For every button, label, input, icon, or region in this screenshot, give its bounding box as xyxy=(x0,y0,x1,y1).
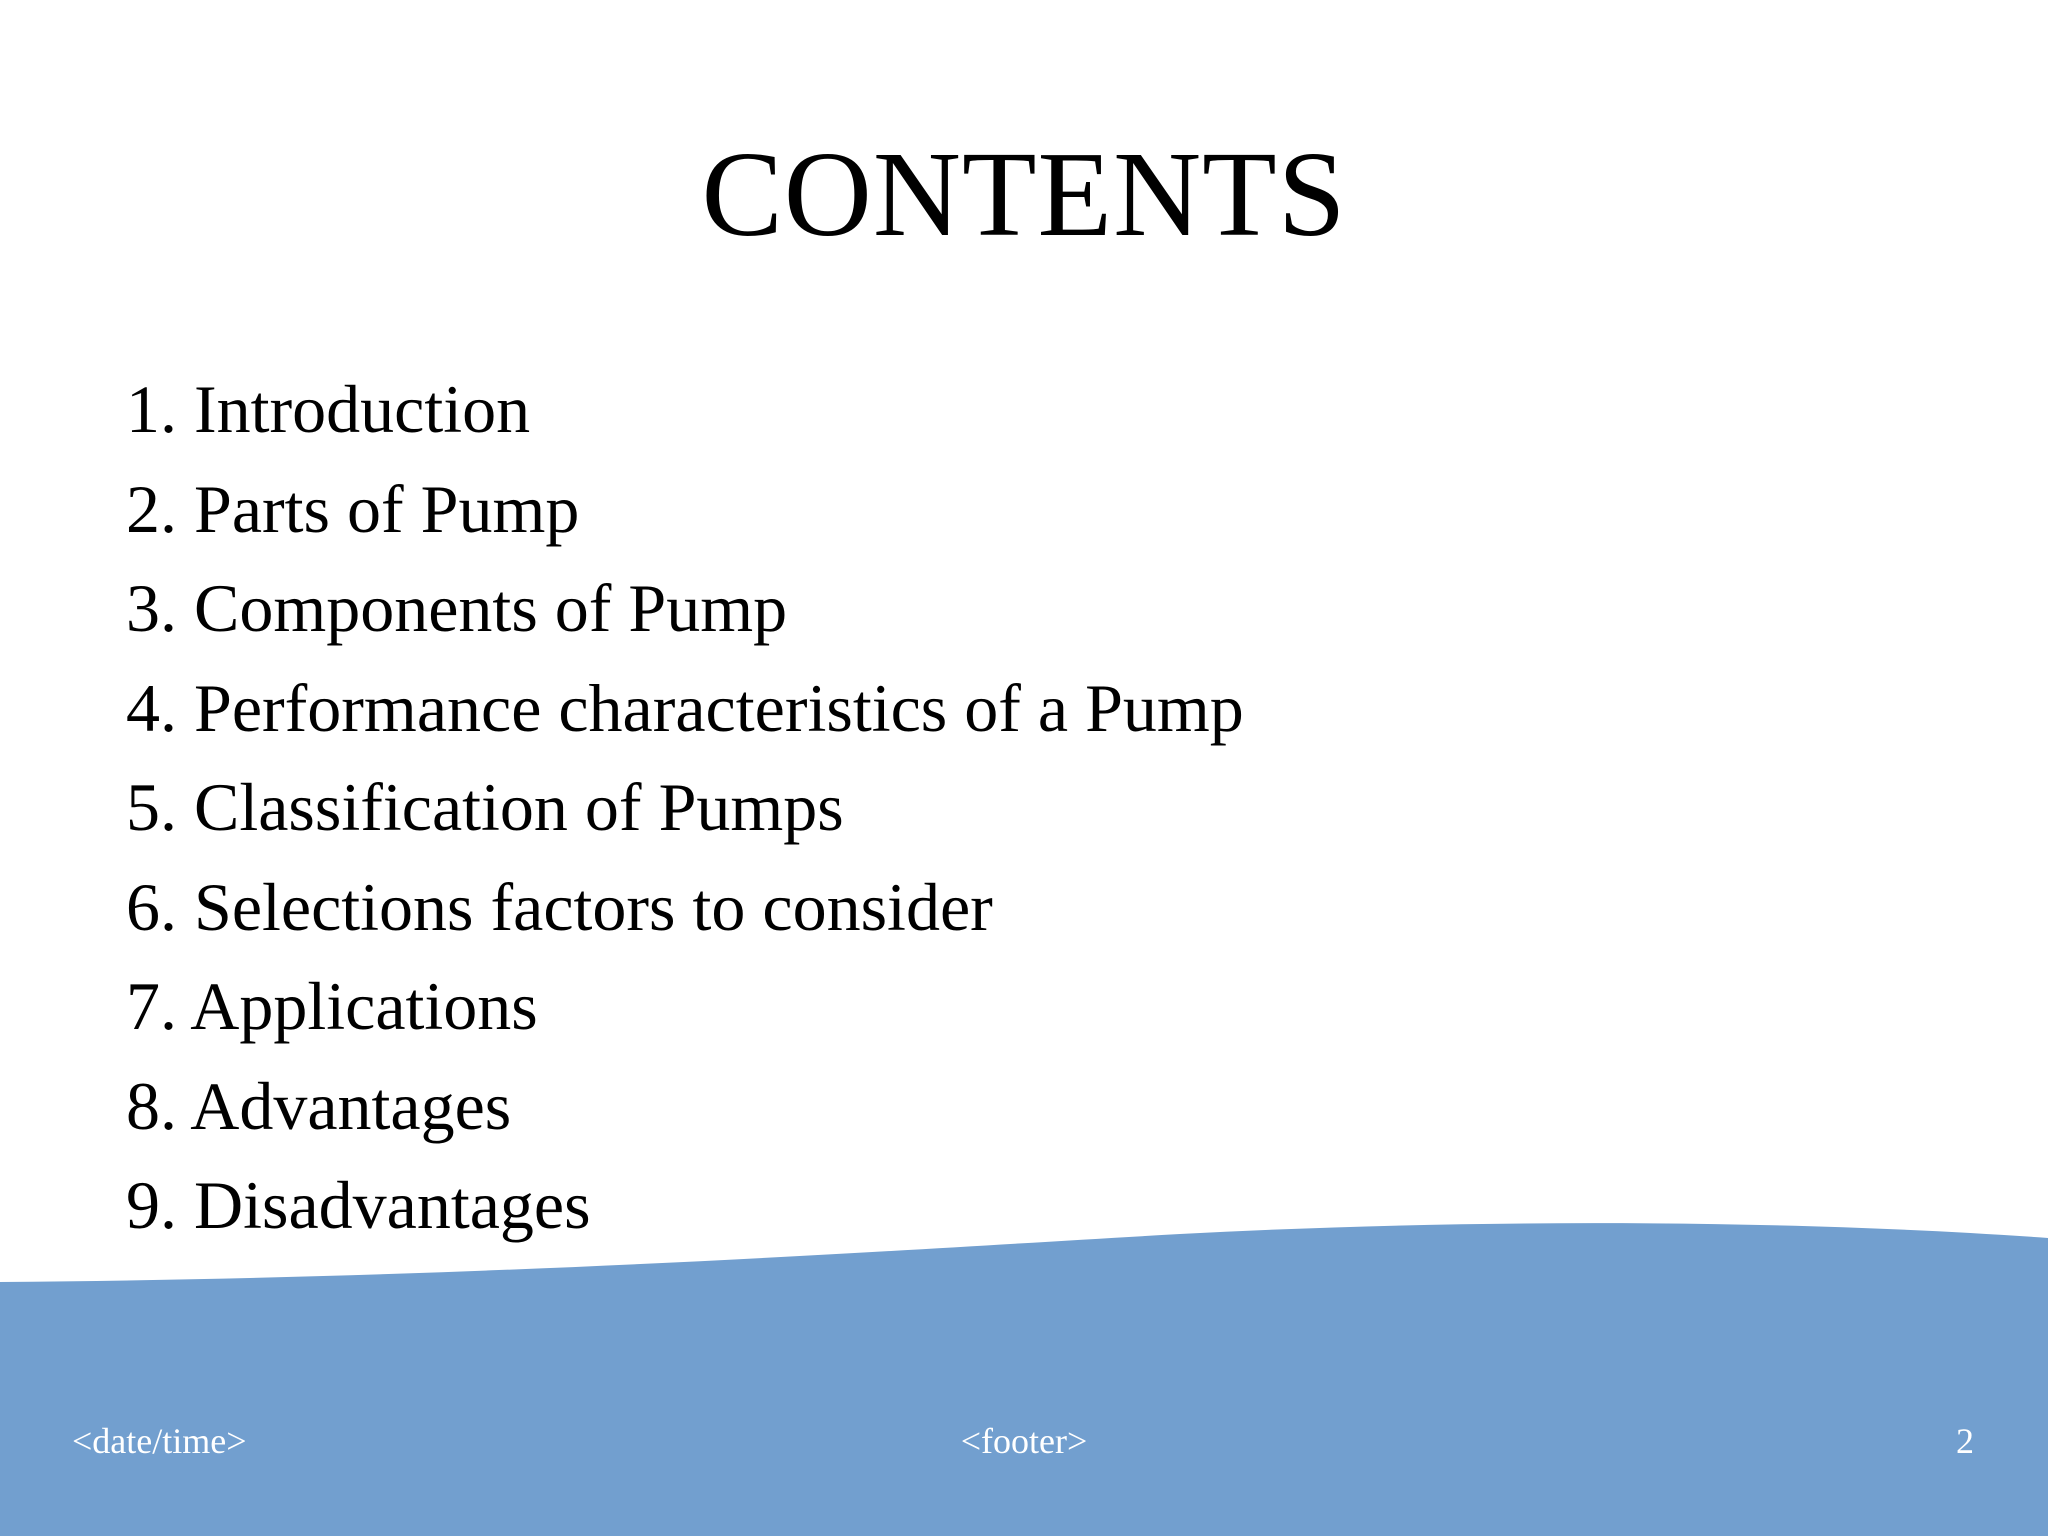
footer-date-time: <date/time> xyxy=(72,1421,247,1461)
list-item: 5. Classification of Pumps xyxy=(126,769,844,845)
slide-number: 2 xyxy=(1956,1421,1974,1461)
list-item: 3. Components of Pump xyxy=(126,570,788,646)
slide-title: CONTENTS xyxy=(701,127,1347,262)
list-item: 2. Parts of Pump xyxy=(126,470,580,547)
list-item: 7. Applications xyxy=(126,968,538,1044)
contents-list xyxy=(126,360,1244,1256)
footer-wave-path xyxy=(0,1223,2048,1536)
list-item: 9. Disadvantages xyxy=(126,1167,591,1243)
list-item: 4. Performance characteristics of a Pump xyxy=(126,669,1244,746)
list-item: 6. Selections factors to consider xyxy=(126,868,993,945)
list-item: 1. Introduction xyxy=(126,371,531,447)
list-item: 8. Advantages xyxy=(126,1067,512,1144)
footer-center-text: <footer> xyxy=(960,1421,1088,1461)
